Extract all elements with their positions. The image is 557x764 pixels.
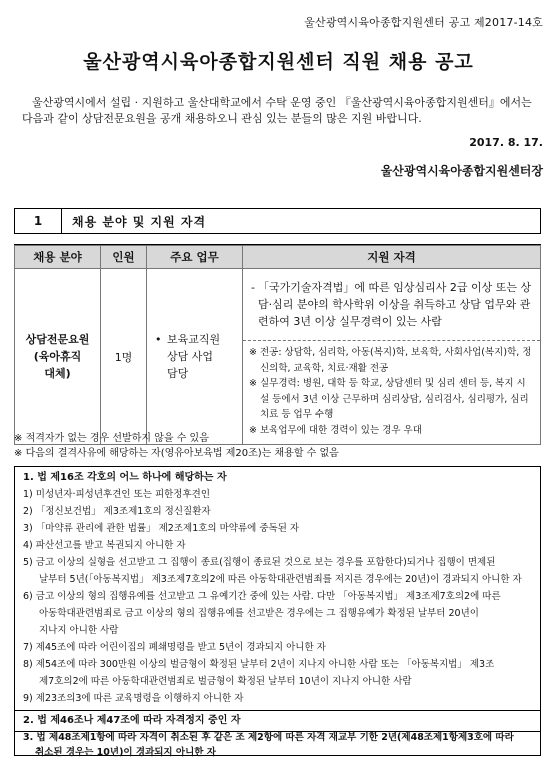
- table-row: [15, 269, 541, 445]
- disq-heading-1: 1. 법 제16조 각호의 어느 하나에 해당하는 자: [23, 472, 227, 483]
- qualification-note: 실무경력: 병원, 대학 등 학교, 상담센터 및 심리 센터 등, 복지 시설 등에서 3년 이상 근무하며 심리상담, 심리검사, 심리평가, 심리치료 등 업무 수행: [259, 378, 529, 420]
- disq-item-cont: 아동학대관련범죄로 금고 이상의 형의 집행유예를 선고받은 경우에는 그 집행유예가 확정된 날부터 20년이: [39, 608, 479, 619]
- table-header-row: [15, 246, 541, 269]
- col-header-duty: 주요 업무: [147, 246, 243, 269]
- footnotes: [14, 431, 339, 461]
- qualification-text: 「국가기술자격법」에 따른 임상심리사 2급 이상 또는 상담·심리 분야의 학사학위 이상을 취득하고 상담 업무와 관련하여 3년 이상 실무경력이 있는 사람: [257, 281, 532, 328]
- disq-item-cont: 제7호의2에 따른 아동학대관련범죄로 벌금형이 확정된 날부터 10년이 지나지 아니한 사람: [39, 676, 412, 687]
- disq-item: 4) 파산선고를 받고 복권되지 아니한 자: [23, 540, 186, 551]
- dash-marker: -: [251, 281, 255, 294]
- recruitment-table: [14, 245, 541, 445]
- qualification-note: 전공: 상담학, 심리학, 아동(복지)학, 보육학, 사회사업(복지)학, 정신의학, 교육학, 치료·재활 전공: [259, 347, 532, 374]
- qualification-main: [243, 269, 540, 341]
- field-line: (육아휴직: [33, 350, 82, 363]
- notice-date: 2017. 8. 17.: [469, 136, 543, 149]
- note-marker-icon: ※: [14, 433, 23, 444]
- disq-item: 8) 제54조에 따라 300만원 이상의 벌금형이 확정된 날부터 2년이 지나지 아니한 사람 또는 「아동복지법」 제3조: [23, 659, 495, 670]
- section-number: 1: [15, 209, 62, 233]
- disqualification-box: [14, 466, 541, 756]
- cell-field: [15, 269, 101, 445]
- section-header: [14, 208, 541, 234]
- disq-item: 1) 미성년자·피성년후견인 또는 피한정후견인: [23, 489, 211, 500]
- bullet-icon: •: [155, 333, 162, 346]
- cell-duty: [147, 269, 243, 445]
- qualification-notes: [243, 341, 540, 444]
- disq-item-cont: 날부터 5년(「아동복지법」 제3조제7호의2에 따른 아동학대관련범죄를 저지른 경우에는 20년)이 경과되지 아니한 자: [39, 574, 522, 585]
- disq-heading-3-cont: 취소된 경우는 10년)이 경과되지 아니한 자: [35, 747, 216, 758]
- disq-item: 7) 제45조에 따라 어린이집의 폐쇄명령을 받고 5년이 경과되지 아니한 자: [23, 642, 326, 653]
- disq-item: 6) 금고 이상의 형의 집행유예를 선고받고 그 유예기간 중에 있는 사람. 다만 「아동복지법」 제3조제7호의2에 따른: [23, 591, 501, 602]
- disq-item: 3) 「마약류 관리에 관한 법률」 제2조제1호의 마약류에 중독된 자: [23, 523, 300, 534]
- col-header-count: 인원: [101, 246, 147, 269]
- col-header-field: 채용 분야: [15, 246, 101, 269]
- qualification-note: 보육업무에 대한 경력이 있는 경우 우대: [259, 424, 422, 436]
- duty-line: 보육교직원: [167, 333, 221, 346]
- note-marker-icon: ※: [249, 347, 257, 358]
- intro-paragraph: 울산광역시에서 설립 · 지원하고 울산대학교에서 수탁 운영 중인 『울산광역시육아종합지원센터』에서는 다음과 같이 상담전문요원을 공개 채용하오니 관심 있는 분들의 많은 지원 바랍니다.: [22, 96, 532, 125]
- disq-heading-2: 2. 법 제46조나 제47조에 따라 자격정지 중인 자: [23, 715, 241, 726]
- field-line: 대체): [44, 367, 71, 380]
- note-marker-icon: ※: [249, 424, 257, 436]
- cell-count: 1명: [101, 269, 147, 445]
- note-marker-icon: ※: [14, 448, 23, 459]
- disq-item: 2) 「정신보건법」 제3조제1호의 정신질환자: [23, 506, 211, 517]
- disq-heading-3: 3. 법 제48조제1항에 따라 자격이 취소된 후 같은 조 제2항에 따른 자격 재교부 기한 2년(제48조제1항제3호에 따라: [23, 732, 514, 743]
- notice-number: 울산광역시육아종합지원센터 공고 제2017-14호: [304, 16, 543, 29]
- cell-qualification: [243, 269, 541, 445]
- note-marker-icon: ※: [249, 378, 257, 389]
- section-title: 채용 분야 및 지원 자격: [72, 214, 207, 229]
- field-line: 상담전문요원: [25, 333, 90, 346]
- disq-item: 5) 금고 이상의 실형을 선고받고 그 집행이 종료(집행이 종료된 것으로 보는 경우를 포함한다)되거나 집행이 면제된: [23, 557, 496, 568]
- disq-item-cont: 지나지 아니한 사람: [39, 625, 119, 636]
- page-title: 울산광역시육아종합지원센터 직원 채용 공고: [83, 51, 474, 73]
- footnote: 적격자가 없는 경우 선발하지 않을 수 있음: [25, 433, 209, 444]
- duty-line: 담당: [167, 367, 189, 380]
- footnote: 다음의 결격사유에 해당하는 자(영유아보육법 제20조)는 채용할 수 없음: [25, 448, 339, 459]
- col-header-qualification: 지원 자격: [243, 246, 541, 269]
- disq-item: 9) 제23조의3에 따른 교육명령을 이행하지 아니한 자: [23, 693, 244, 704]
- duty-line: 상담 사업: [167, 350, 214, 363]
- issuer-signature: 울산광역시육아종합지원센터장: [380, 164, 543, 178]
